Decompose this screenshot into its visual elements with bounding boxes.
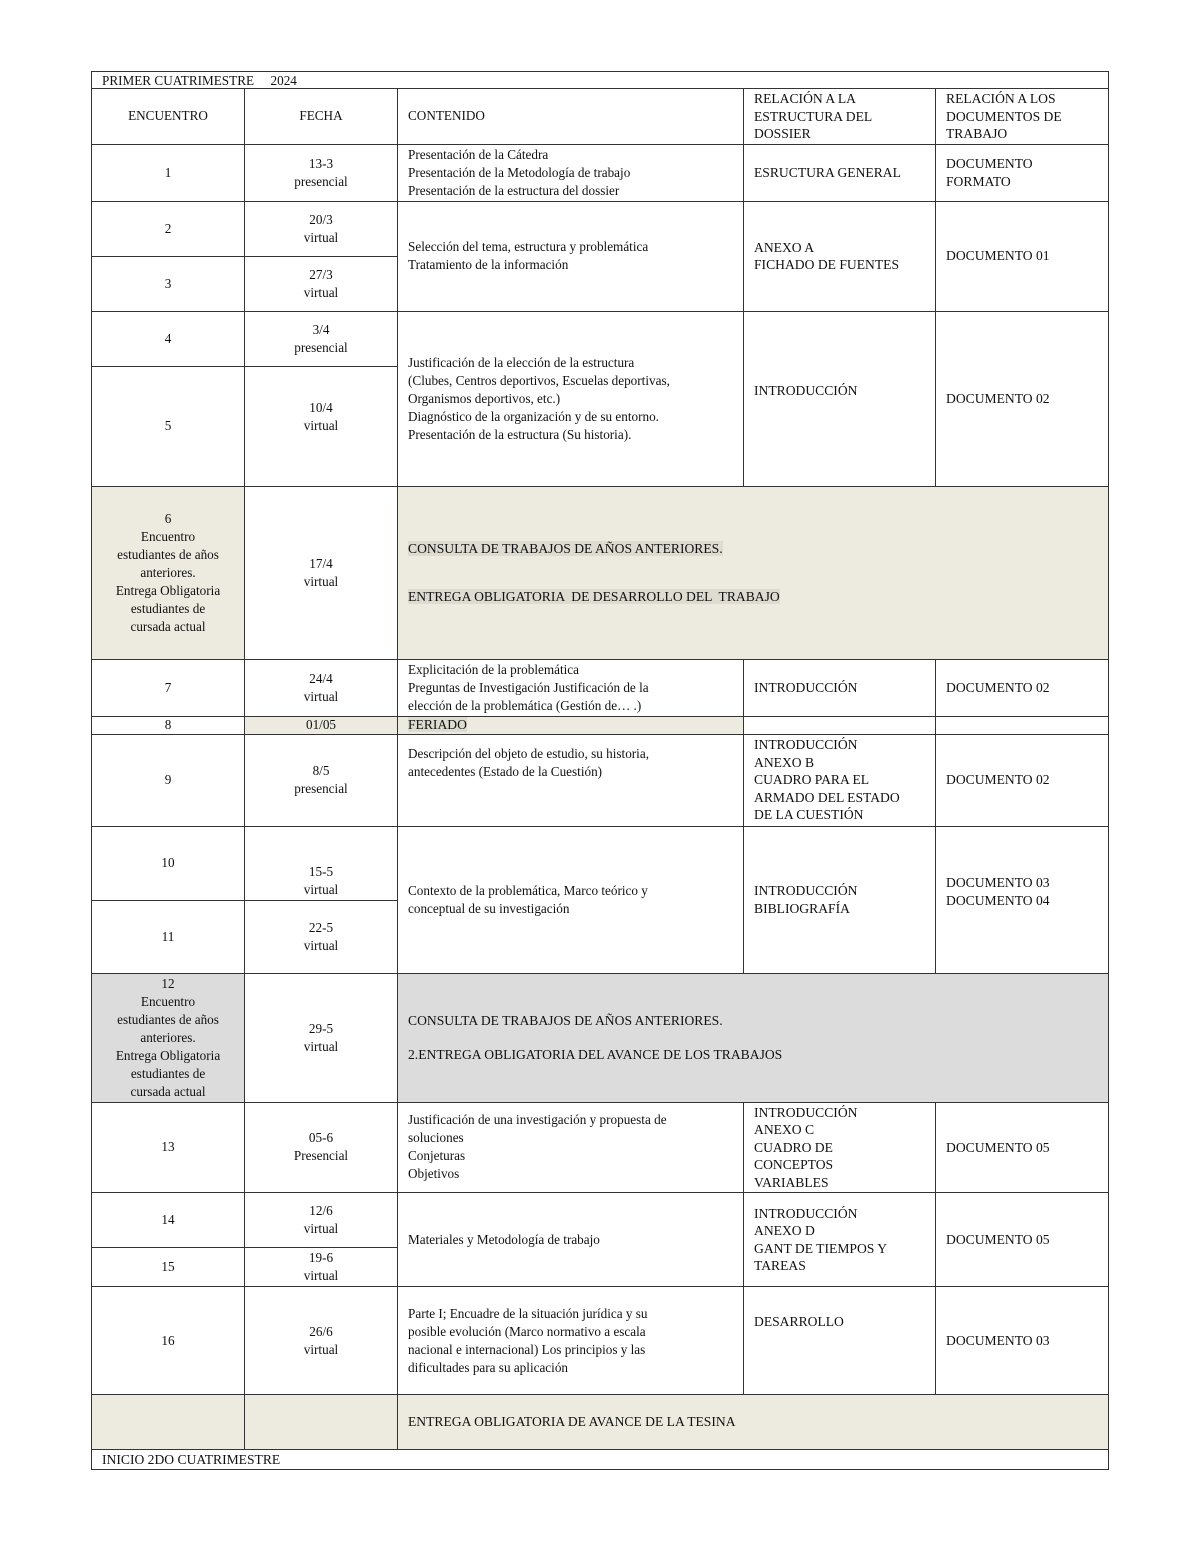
encuentro-cell (92, 1395, 245, 1450)
fecha-cell: 01/05 (245, 716, 398, 734)
encuentro-cell: 12 Encuentro estudiantes de años anteriores. Entrega Obligatoria estudiantes de cursada actual (92, 973, 245, 1102)
documentos-cell: DOCUMENTO 05 (936, 1102, 1109, 1193)
estructura-cell: ANEXO A FICHADO DE FUENTES (744, 201, 936, 311)
banner-cell: CONSULTA DE TRABAJOS DE AÑOS ANTERIORES. 2.ENTREGA OBLIGATORIA DEL AVANCE DE LOS TRABAJOS (398, 973, 1109, 1102)
encuentro-cell: 16 (92, 1287, 245, 1395)
table-row (92, 311, 1109, 366)
fecha-cell: 24/4 virtual (245, 659, 398, 716)
fecha-cell: 8/5 presencial (245, 734, 398, 826)
schedule-table (91, 71, 1109, 1470)
fecha-cell: 20/3 virtual (245, 201, 398, 256)
encuentro-cell: 11 (92, 900, 245, 973)
documentos-cell: DOCUMENTO 02 (936, 734, 1109, 826)
table-row (92, 716, 1109, 734)
table-row (92, 1193, 1109, 1248)
contenido-cell: Contexto de la problemática, Marco teórico y conceptual de su investigación (398, 826, 744, 973)
estructura-cell: INTRODUCCIÓN (744, 659, 936, 716)
estructura-cell: ESRUCTURA GENERAL (744, 144, 936, 201)
col-header-estructura: RELACIÓN A LA ESTRUCTURA DEL DOSSIER (744, 89, 936, 145)
fecha-cell: 19-6 virtual (245, 1248, 398, 1287)
encuentro-cell: 8 (92, 716, 245, 734)
table-row (92, 659, 1109, 716)
documentos-cell: DOCUMENTO 02 (936, 659, 1109, 716)
encuentro-cell: 7 (92, 659, 245, 716)
contenido-cell: FERIADO (398, 716, 744, 734)
encuentro-cell: 1 (92, 144, 245, 201)
estructura-cell: INTRODUCCIÓN ANEXO D GANT DE TIEMPOS Y TAREAS (744, 1193, 936, 1287)
fecha-cell: 12/6 virtual (245, 1193, 398, 1248)
table-row (92, 201, 1109, 256)
table-row (92, 144, 1109, 201)
encuentro-cell: 6 Encuentro estudiantes de años anteriores. Entrega Obligatoria estudiantes de cursada actual (92, 486, 245, 659)
fecha-cell: 17/4 virtual (245, 486, 398, 659)
fecha-cell (245, 1395, 398, 1450)
estructura-cell (744, 716, 936, 734)
fecha-cell: 05-6 Presencial (245, 1102, 398, 1193)
contenido-cell: Justificación de una investigación y propuesta de soluciones Conjeturas Objetivos (398, 1102, 744, 1193)
encuentro-cell: 9 (92, 734, 245, 826)
estructura-cell: INTRODUCCIÓN ANEXO C CUADRO DE CONCEPTOS VARIABLES (744, 1102, 936, 1193)
documentos-cell: DOCUMENTO 03 (936, 1287, 1109, 1395)
encuentro-cell: 15 (92, 1248, 245, 1287)
table-row (92, 1287, 1109, 1395)
table-row (92, 826, 1109, 900)
documentos-cell (936, 716, 1109, 734)
encuentro-cell: 2 (92, 201, 245, 256)
fecha-cell: 13-3 presencial (245, 144, 398, 201)
second-semester-title: INICIO 2DO CUATRIMESTRE (92, 1450, 1109, 1470)
col-header-documentos: RELACIÓN A LOS DOCUMENTOS DE TRABAJO (936, 89, 1109, 145)
fecha-cell: 3/4 presencial (245, 311, 398, 366)
table-row (92, 973, 1109, 1102)
documentos-cell: DOCUMENTO FORMATO (936, 144, 1109, 201)
fecha-cell: 29-5 virtual (245, 973, 398, 1102)
header-row (92, 89, 1109, 145)
contenido-cell: Parte I; Encuadre de la situación jurídica y su posible evolución (Marco normativo a escala nacional e internacional) Los principios y las dificultades para su aplicación (398, 1287, 744, 1395)
encuentro-cell: 5 (92, 366, 245, 486)
encuentro-cell: 10 (92, 826, 245, 900)
col-header-contenido: CONTENIDO (398, 89, 744, 145)
estructura-cell: INTRODUCCIÓN ANEXO B CUADRO PARA EL ARMADO DEL ESTADO DE LA CUESTIÓN (744, 734, 936, 826)
contenido-cell: Selección del tema, estructura y problemática Tratamiento de la información (398, 201, 744, 311)
table-row (92, 486, 1109, 659)
banner-cell: CONSULTA DE TRABAJOS DE AÑOS ANTERIORES. ENTREGA OBLIGATORIA DE DESARROLLO DEL TRABAJO (398, 486, 1109, 659)
contenido-cell: Materiales y Metodología de trabajo (398, 1193, 744, 1287)
fecha-cell: 22-5 virtual (245, 900, 398, 973)
encuentro-cell: 13 (92, 1102, 245, 1193)
encuentro-cell: 14 (92, 1193, 245, 1248)
table-row (92, 734, 1109, 826)
estructura-cell: INTRODUCCIÓN BIBLIOGRAFÍA (744, 826, 936, 973)
documentos-cell: DOCUMENTO 01 (936, 201, 1109, 311)
fecha-cell: 27/3 virtual (245, 256, 398, 311)
contenido-cell: Presentación de la Cátedra Presentación de la Metodología de trabajo Presentación de la estructura del dossier (398, 144, 744, 201)
encuentro-cell: 4 (92, 311, 245, 366)
documentos-cell: DOCUMENTO 02 (936, 311, 1109, 486)
col-header-encuentro: ENCUENTRO (92, 89, 245, 145)
estructura-cell: DESARROLLO (744, 1287, 936, 1395)
contenido-cell: Descripción del objeto de estudio, su historia, antecedentes (Estado de la Cuestión) (398, 734, 744, 826)
fecha-cell: 10/4 virtual (245, 366, 398, 486)
table-row (92, 1102, 1109, 1193)
fecha-cell: 15-5 virtual (245, 826, 398, 900)
documentos-cell: DOCUMENTO 05 (936, 1193, 1109, 1287)
encuentro-cell: 3 (92, 256, 245, 311)
col-header-fecha: FECHA (245, 89, 398, 145)
table-row (92, 1395, 1109, 1450)
banner-cell: ENTREGA OBLIGATORIA DE AVANCE DE LA TESINA (398, 1395, 1109, 1450)
estructura-cell: INTRODUCCIÓN (744, 311, 936, 486)
contenido-cell: Explicitación de la problemática Preguntas de Investigación Justificación de la elección de la problemática (Gestión de… .) (398, 659, 744, 716)
contenido-cell: Justificación de la elección de la estructura (Clubes, Centros deportivos, Escuelas deportivas, Organismos deportivos, etc.) Diagnóstico de la organización y de su entorno. Presentación de la estructura (Su historia). (398, 311, 744, 486)
fecha-cell: 26/6 virtual (245, 1287, 398, 1395)
semester-title: PRIMER CUATRIMESTRE 2024 (92, 72, 1109, 89)
documentos-cell: DOCUMENTO 03 DOCUMENTO 04 (936, 826, 1109, 973)
